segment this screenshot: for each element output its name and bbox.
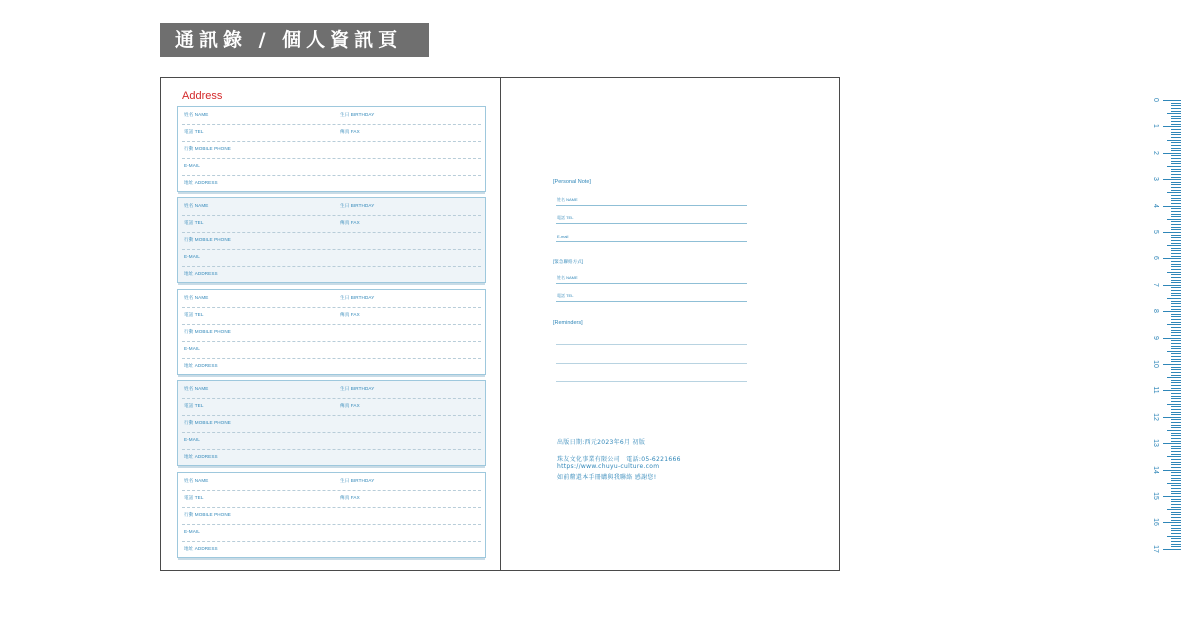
ruler-tick — [1171, 216, 1181, 217]
ruler-tick — [1171, 385, 1181, 386]
ruler-tick — [1167, 192, 1181, 193]
mobile-label: 行動 MOBILE PHONE — [184, 511, 231, 517]
ruler-tick — [1167, 509, 1181, 510]
ruler-tick — [1171, 427, 1181, 428]
address-card-row[interactable] — [182, 291, 481, 308]
ruler-tick — [1171, 248, 1181, 249]
ruler-tick — [1171, 269, 1181, 270]
ruler-tick — [1163, 417, 1181, 418]
ruler-label: 5 — [1152, 230, 1159, 234]
ruler-tick — [1171, 174, 1181, 175]
ruler-tick — [1171, 118, 1181, 119]
ruler-tick — [1167, 351, 1181, 352]
email-label: E-MAIL — [184, 528, 200, 534]
personal-email-label: E-mail — [557, 234, 569, 239]
ruler-tick — [1171, 435, 1181, 436]
ruler-tick — [1171, 129, 1181, 130]
ruler-tick — [1171, 499, 1181, 500]
ruler-tick — [1171, 155, 1181, 156]
ruler-tick — [1171, 533, 1181, 534]
reminder-line[interactable] — [556, 363, 747, 364]
ruler-tick — [1171, 163, 1181, 164]
ruler-tick — [1171, 221, 1181, 222]
ruler-tick — [1171, 314, 1181, 315]
ruler-tick — [1171, 454, 1181, 455]
ruler-tick — [1163, 549, 1181, 550]
ruler-tick — [1171, 369, 1181, 370]
ruler-tick — [1171, 398, 1181, 399]
ruler-tick — [1171, 208, 1181, 209]
ruler-tick — [1171, 105, 1181, 106]
ruler-tick — [1171, 224, 1181, 225]
ruler-tick — [1167, 298, 1181, 299]
ruler-label: 14 — [1152, 465, 1159, 474]
publisher-company: 珠友文化事業有限公司 電話:05-6221666 — [557, 456, 681, 463]
ruler-tick — [1163, 496, 1181, 497]
reminder-line[interactable] — [556, 344, 747, 345]
personal-note-title: [Personal Note] — [553, 179, 591, 185]
emergency-name-label: 姓名 NAME — [557, 275, 578, 280]
ruler-tick — [1163, 470, 1181, 471]
ruler-tick — [1171, 446, 1181, 447]
ruler-label: 12 — [1152, 412, 1159, 421]
ruler-tick — [1171, 227, 1181, 228]
ruler — [1151, 98, 1181, 556]
ruler-tick — [1171, 124, 1181, 125]
ruler-tick — [1171, 235, 1181, 236]
ruler-tick — [1171, 507, 1181, 508]
ruler-tick — [1171, 491, 1181, 492]
ruler-tick — [1171, 203, 1181, 204]
ruler-tick — [1171, 108, 1181, 109]
address-card-row[interactable] — [182, 233, 481, 250]
ruler-tick — [1171, 467, 1181, 468]
address-card-row[interactable] — [182, 433, 481, 450]
page-title: 通訊錄 / 個人資訊頁 — [160, 23, 429, 57]
address-card-row[interactable] — [182, 325, 481, 342]
address-card-row[interactable] — [182, 308, 481, 325]
ruler-tick — [1171, 171, 1181, 172]
ruler-tick — [1171, 148, 1181, 149]
tel-label: 電話 TEL — [184, 220, 204, 226]
address-card-row[interactable] — [182, 416, 481, 433]
address-card-row[interactable] — [182, 216, 481, 233]
ruler-tick — [1171, 409, 1181, 410]
ruler-tick — [1171, 406, 1181, 407]
address-card-row[interactable] — [182, 491, 481, 508]
address-card-row[interactable] — [182, 525, 481, 542]
address-label: 地址 ADDRESS — [184, 180, 218, 185]
ruler-tick — [1171, 343, 1181, 344]
tel-label: 電話 TEL — [184, 403, 204, 409]
address-card-row[interactable] — [182, 250, 481, 267]
ruler-tick — [1171, 332, 1181, 333]
name-label: 姓名 NAME — [184, 203, 209, 209]
ruler-tick — [1171, 187, 1181, 188]
fax-label: 傳真 FAX — [340, 311, 360, 317]
birthday-label: 生日 BIRTHDAY — [340, 294, 375, 300]
address-card-row[interactable] — [182, 399, 481, 416]
birthday-label: 生日 BIRTHDAY — [340, 112, 375, 117]
ruler-tick — [1167, 377, 1181, 378]
ruler-tick — [1163, 311, 1181, 312]
ruler-tick — [1171, 293, 1181, 294]
name-label: 姓名 NAME — [184, 477, 209, 483]
emergency-name-field[interactable] — [556, 275, 747, 284]
ruler-tick — [1171, 528, 1181, 529]
ruler-tick — [1171, 501, 1181, 502]
address-label: 地址 ADDRESS — [184, 362, 218, 368]
ruler-label: 6 — [1152, 256, 1159, 261]
ruler-tick — [1171, 287, 1181, 288]
mobile-label: 行動 MOBILE PHONE — [184, 420, 231, 426]
ruler-tick — [1171, 530, 1181, 531]
ruler-tick — [1163, 153, 1181, 154]
ruler-tick — [1171, 240, 1181, 241]
ruler-tick — [1171, 250, 1181, 251]
ruler-tick — [1171, 412, 1181, 413]
ruler-tick — [1171, 282, 1181, 283]
publish-date: 出版日期:西元2023年6月 初版 — [557, 439, 646, 446]
ruler-tick — [1171, 478, 1181, 479]
address-card — [177, 380, 486, 466]
ruler-tick — [1171, 290, 1181, 291]
ruler-tick — [1171, 464, 1181, 465]
ruler-tick — [1163, 522, 1181, 523]
ruler-tick — [1171, 425, 1181, 426]
fax-label: 傳真 FAX — [340, 129, 360, 134]
ruler-tick — [1163, 338, 1181, 339]
ruler-tick — [1171, 541, 1181, 542]
ruler-tick — [1163, 100, 1181, 101]
address-card — [177, 106, 486, 192]
fax-label: 傳真 FAX — [340, 494, 360, 500]
ruler-tick — [1171, 538, 1181, 539]
ruler-tick — [1171, 382, 1181, 383]
ruler-tick — [1171, 150, 1181, 151]
ruler-tick — [1171, 401, 1181, 402]
publisher-thanks: 如前釐還本手冊購與我聯絡 感謝您! — [557, 474, 657, 481]
ruler-tick — [1171, 190, 1181, 191]
ruler-tick — [1171, 480, 1181, 481]
ruler-tick — [1171, 121, 1181, 122]
address-card — [177, 289, 486, 375]
ruler-tick — [1171, 253, 1181, 254]
ruler-tick — [1171, 116, 1181, 117]
ruler-tick — [1171, 367, 1181, 368]
ruler-tick — [1171, 195, 1181, 196]
address-card-row[interactable] — [182, 176, 481, 193]
ruler-label: 7 — [1152, 282, 1159, 287]
ruler-tick — [1163, 390, 1181, 391]
ruler-tick — [1171, 361, 1181, 362]
address-card-row[interactable] — [182, 474, 481, 491]
personal-email-field[interactable] — [556, 233, 747, 242]
ruler-tick — [1171, 512, 1181, 513]
ruler-tick — [1171, 375, 1181, 376]
ruler-label: 9 — [1152, 335, 1159, 340]
ruler-tick — [1163, 232, 1181, 233]
mobile-label: 行動 MOBILE PHONE — [184, 328, 231, 334]
ruler-label: 11 — [1152, 386, 1159, 395]
ruler-tick — [1171, 472, 1181, 473]
ruler-tick — [1171, 161, 1181, 162]
email-label: E-MAIL — [184, 345, 200, 351]
address-card — [177, 472, 486, 558]
address-card-row[interactable] — [182, 342, 481, 359]
ruler-tick — [1171, 433, 1181, 434]
ruler-tick — [1171, 517, 1181, 518]
ruler-tick — [1171, 546, 1181, 547]
ruler-tick — [1171, 393, 1181, 394]
address-card-row[interactable] — [182, 159, 481, 176]
ruler-tick — [1171, 306, 1181, 307]
reminders-title: [Reminders] — [553, 320, 583, 326]
ruler-tick — [1171, 198, 1181, 199]
ruler-tick — [1171, 448, 1181, 449]
ruler-tick — [1171, 277, 1181, 278]
ruler-tick — [1171, 145, 1181, 146]
ruler-tick — [1171, 520, 1181, 521]
ruler-tick — [1171, 459, 1181, 460]
address-card-row[interactable] — [182, 108, 481, 125]
ruler-tick — [1171, 280, 1181, 281]
birthday-label: 生日 BIRTHDAY — [340, 477, 375, 483]
ruler-tick — [1171, 414, 1181, 415]
ruler-tick — [1167, 430, 1181, 431]
ruler-tick — [1167, 456, 1181, 457]
ruler-tick — [1171, 243, 1181, 244]
ruler-tick — [1171, 514, 1181, 515]
notebook-spread — [160, 77, 1159, 571]
ruler-tick — [1163, 443, 1181, 444]
ruler-tick — [1171, 316, 1181, 317]
birthday-label: 生日 BIRTHDAY — [340, 203, 375, 209]
ruler-tick — [1171, 184, 1181, 185]
ruler-tick — [1163, 179, 1181, 180]
ruler-label: 13 — [1152, 439, 1159, 448]
ruler-tick — [1171, 396, 1181, 397]
email-label: E-MAIL — [184, 437, 200, 443]
address-card-row[interactable] — [182, 382, 481, 399]
ruler-tick — [1171, 356, 1181, 357]
address-card-row[interactable] — [182, 508, 481, 525]
birthday-label: 生日 BIRTHDAY — [340, 386, 375, 392]
ruler-tick — [1163, 364, 1181, 365]
ruler-tick — [1171, 419, 1181, 420]
emergency-tel-field[interactable] — [556, 293, 747, 302]
address-heading: Address — [182, 90, 223, 102]
ruler-tick — [1171, 525, 1181, 526]
ruler-label: 0 — [1152, 98, 1159, 102]
ruler-label: 15 — [1152, 492, 1159, 500]
ruler-label: 17 — [1152, 544, 1159, 553]
ruler-tick — [1171, 475, 1181, 476]
ruler-tick — [1171, 504, 1181, 505]
email-label: E-MAIL — [184, 254, 200, 260]
name-label: 姓名 NAME — [184, 112, 209, 117]
ruler-tick — [1171, 309, 1181, 310]
mobile-label: 行動 MOBILE PHONE — [184, 146, 231, 151]
ruler-tick — [1171, 214, 1181, 215]
ruler-label: 2 — [1152, 150, 1159, 155]
personal-tel-field[interactable] — [556, 215, 747, 224]
ruler-label: 16 — [1152, 518, 1159, 527]
ruler-tick — [1167, 245, 1181, 246]
address-card-row[interactable] — [182, 542, 481, 559]
ruler-tick — [1167, 536, 1181, 537]
ruler-tick — [1171, 177, 1181, 178]
name-label: 姓名 NAME — [184, 294, 209, 300]
ruler-tick — [1167, 166, 1181, 167]
personal-tel-label: 電話 TEL — [557, 215, 574, 220]
ruler-tick — [1171, 142, 1181, 143]
address-card-row[interactable] — [182, 450, 481, 467]
address-label: 地址 ADDRESS — [184, 545, 218, 551]
ruler-tick — [1171, 111, 1181, 112]
ruler-tick — [1171, 451, 1181, 452]
address-card-row[interactable] — [182, 142, 481, 159]
ruler-tick — [1171, 211, 1181, 212]
ruler-tick — [1171, 132, 1181, 133]
ruler-tick — [1171, 256, 1181, 257]
ruler-label: 4 — [1152, 203, 1159, 208]
ruler-label: 1 — [1152, 124, 1159, 129]
ruler-tick — [1171, 340, 1181, 341]
ruler-tick — [1171, 493, 1181, 494]
ruler-tick — [1171, 488, 1181, 489]
address-label: 地址 ADDRESS — [184, 271, 218, 277]
ruler-tick — [1171, 441, 1181, 442]
personal-name-label: 姓名 NAME — [557, 197, 578, 202]
address-card-row[interactable] — [182, 199, 481, 216]
ruler-tick — [1171, 422, 1181, 423]
ruler-tick — [1167, 272, 1181, 273]
ruler-tick — [1171, 301, 1181, 302]
address-card-row[interactable] — [182, 359, 481, 376]
personal-name-field[interactable] — [556, 197, 747, 206]
mobile-label: 行動 MOBILE PHONE — [184, 237, 231, 243]
address-label: 地址 ADDRESS — [184, 454, 218, 460]
ruler-tick — [1171, 335, 1181, 336]
ruler-tick — [1171, 264, 1181, 265]
ruler-tick — [1171, 485, 1181, 486]
ruler-tick — [1171, 261, 1181, 262]
ruler-tick — [1171, 295, 1181, 296]
ruler-tick — [1171, 346, 1181, 347]
ruler-tick — [1171, 388, 1181, 389]
ruler-tick — [1171, 103, 1181, 104]
ruler-tick — [1171, 266, 1181, 267]
ruler-tick — [1171, 380, 1181, 381]
emergency-tel-label: 電話 TEL — [557, 293, 574, 298]
ruler-tick — [1167, 140, 1181, 141]
ruler-tick — [1167, 113, 1181, 114]
ruler-tick — [1171, 237, 1181, 238]
ruler-tick — [1163, 206, 1181, 207]
ruler-tick — [1171, 327, 1181, 328]
address-card-row[interactable] — [182, 125, 481, 142]
email-label: E-MAIL — [184, 163, 200, 168]
ruler-label: 3 — [1152, 177, 1159, 182]
ruler-tick — [1171, 169, 1181, 170]
name-label: 姓名 NAME — [184, 386, 209, 392]
ruler-tick — [1167, 219, 1181, 220]
reminder-line[interactable] — [556, 381, 747, 382]
ruler-tick — [1163, 126, 1181, 127]
ruler-tick — [1171, 544, 1181, 545]
ruler-tick — [1171, 137, 1181, 138]
ruler-tick — [1167, 324, 1181, 325]
ruler-tick — [1171, 303, 1181, 304]
ruler-tick — [1171, 322, 1181, 323]
ruler-tick — [1167, 404, 1181, 405]
emergency-contact-title: [緊急聯絡方式] — [553, 259, 584, 264]
ruler-tick — [1163, 285, 1181, 286]
ruler-tick — [1171, 372, 1181, 373]
ruler-tick — [1171, 353, 1181, 354]
ruler-tick — [1171, 274, 1181, 275]
tel-label: 電話 TEL — [184, 129, 204, 134]
ruler-tick — [1171, 134, 1181, 135]
ruler-tick — [1171, 438, 1181, 439]
ruler-tick — [1171, 330, 1181, 331]
ruler-tick — [1171, 359, 1181, 360]
tel-label: 電話 TEL — [184, 311, 204, 317]
tel-label: 電話 TEL — [184, 494, 204, 500]
ruler-tick — [1171, 229, 1181, 230]
ruler-tick — [1171, 462, 1181, 463]
ruler-tick — [1171, 348, 1181, 349]
address-card — [177, 197, 486, 283]
ruler-label: 8 — [1152, 309, 1159, 314]
personal-info-page — [501, 78, 1159, 570]
ruler-tick — [1171, 200, 1181, 201]
ruler-tick — [1163, 258, 1181, 259]
publisher-url: https://www.chuyu-culture.com — [557, 463, 660, 470]
ruler-tick — [1171, 158, 1181, 159]
ruler-tick — [1171, 319, 1181, 320]
fax-label: 傳真 FAX — [340, 220, 360, 226]
ruler-tick — [1167, 483, 1181, 484]
ruler-tick — [1171, 182, 1181, 183]
ruler-label: 10 — [1152, 360, 1159, 368]
fax-label: 傳真 FAX — [340, 403, 360, 409]
address-card-row[interactable] — [182, 267, 481, 284]
